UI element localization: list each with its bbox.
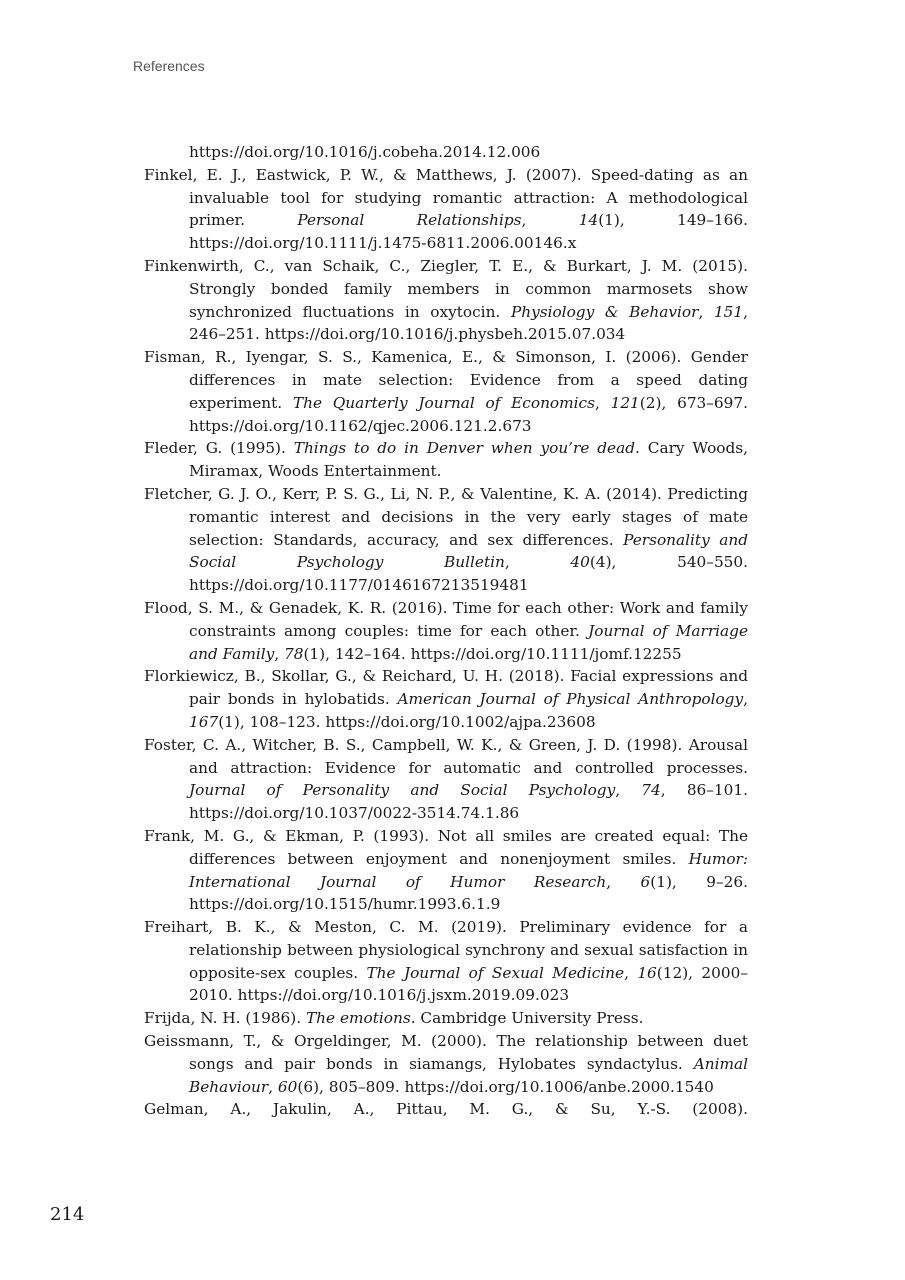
running-head: References [133, 58, 205, 74]
ref-sep: , [504, 553, 571, 572]
ref-volume: 78 [284, 644, 304, 663]
ref-tail: (12), 2000–2010. https://doi.org/10.1016/j.jsxm.2019.09.023 [189, 963, 748, 1005]
reference-entry [144, 665, 748, 733]
reference-entry [144, 1030, 748, 1098]
ref-sep: , [594, 393, 611, 412]
reference-entry [144, 483, 748, 597]
ref-text: Frijda, N. H. (1986). [144, 1009, 306, 1028]
ref-tail: (1), 9–26. https://doi.org/10.1515/humr.1993.6.1.9 [189, 872, 748, 914]
ref-journal: Things to do in Denver when you’re dead. [293, 439, 640, 458]
ref-volume: 74 [641, 781, 661, 800]
reference-list [144, 141, 748, 1121]
ref-sep: , [698, 302, 714, 321]
ref-sep: , [274, 644, 284, 663]
ref-journal: The Quarterly Journal of Economics [292, 393, 595, 412]
reference-entry [144, 825, 748, 916]
ref-journal: The Journal of Sexual Medicine [366, 963, 625, 982]
ref-tail: (4), 540–550. https://doi.org/10.1177/0146167213519481 [189, 553, 748, 595]
reference-entry [144, 916, 748, 1007]
ref-text: Gelman, A., Jakulin, A., Pittau, M. G., & Su, Y.-S. (2008). [144, 1100, 748, 1119]
ref-volume: 151 [713, 302, 744, 321]
ref-journal: Journal of Personality and Social Psychology [189, 781, 616, 800]
reference-continuation: https://doi.org/10.1016/j.cobeha.2014.12.006 [189, 143, 541, 161]
reference-entry [144, 346, 748, 437]
ref-text: Fisman, R., Iyengar, S. S., Kamenica, E., & Simonson, I. (2006). Gender differences in mate selection: Evidence from a speed dating experiment. [144, 348, 748, 412]
ref-journal: Physiology & Behavior [510, 302, 699, 321]
ref-text: Finkenwirth, C., van Schaik, C., Ziegler, T. E., & Burkart, J. M. (2015). Strongly bonded family members in common marmosets show synchronized fluctuations in oxytocin. [144, 256, 748, 321]
ref-volume: 16 [637, 963, 657, 982]
ref-journal: Humor: International Journal of Humor Research [189, 849, 748, 891]
ref-journal: Personality and Social Psychology Bulletin [189, 530, 748, 572]
reference-entry [144, 437, 748, 483]
ref-text: Freihart, B. K., & Meston, C. M. (2019). Preliminary evidence for a relationship between physiological synchrony and sexual satisfaction in opposite-sex couples. [144, 918, 748, 982]
ref-text: Flood, S. M., & Genadek, K. R. (2016). Time for each other: Work and family constraints among couples: time for each other. [144, 598, 748, 640]
reference-entry [144, 255, 748, 346]
ref-journal: Personal Relationships [297, 211, 522, 230]
ref-tail: Cary Woods, Miramax, Woods Entertainment. [189, 439, 748, 481]
ref-volume: 167 [189, 712, 219, 731]
ref-tail: (1), 108–123. https://doi.org/10.1002/ajpa.23608 [218, 712, 596, 731]
ref-sep: , [606, 872, 641, 891]
ref-tail: (1), 149–166. https://doi.org/10.1111/j.1475-6811.2006.00146.x [189, 211, 748, 253]
ref-sep: , [268, 1077, 278, 1096]
ref-text: Fleder, G. (1995). [144, 439, 294, 458]
ref-text: Fletcher, G. J. O., Kerr, P. S. G., Li, N. P., & Valentine, K. A. (2014). Predicting romantic interest and decisions in the very early stages of mate selection: Standards, accuracy, and sex differences. [144, 484, 748, 549]
ref-volume: 6 [640, 872, 651, 891]
ref-volume: 121 [610, 393, 640, 412]
ref-text: Geissmann, T., & Orgeldinger, M. (2000). The relationship between duet songs and pair bonds in siamangs, Hylobates syndactylus. [144, 1032, 748, 1073]
ref-tail: (6), 805–809. https://doi.org/10.1006/anbe.2000.1540 [297, 1077, 714, 1096]
ref-sep: , [624, 963, 638, 982]
ref-sep: , [743, 690, 748, 709]
ref-tail: , 246–251. https://doi.org/10.1016/j.physbeh.2015.07.034 [189, 302, 749, 344]
ref-sep: , [521, 211, 579, 230]
ref-text: Frank, M. G., & Ekman, P. (1993). Not all smiles are created equal: The differences between enjoyment and nonenjoyment smiles. [144, 826, 748, 868]
reference-entry [144, 734, 748, 825]
ref-volume: 60 [277, 1077, 298, 1096]
page-number: 214 [50, 1204, 85, 1225]
reference-entry [144, 1007, 748, 1030]
reference-entry [144, 597, 748, 665]
ref-tail: (1), 142–164. https://doi.org/10.1111/jomf.12255 [303, 644, 682, 663]
ref-journal: Animal Behaviour [189, 1054, 748, 1096]
ref-tail: , 86–101. https://doi.org/10.1037/0022-3514.74.1.86 [189, 781, 748, 823]
ref-volume: 14 [578, 211, 599, 230]
reference-entry [144, 1098, 748, 1121]
ref-volume: 40 [570, 553, 590, 572]
ref-sep: , [615, 781, 642, 800]
ref-tail: . Cambridge University Press. [410, 1009, 644, 1028]
ref-text: Foster, C. A., Witcher, B. S., Campbell, W. K., & Green, J. D. (1998). Arousal and attraction: Evidence for automatic and controlled processes. [144, 735, 748, 777]
ref-tail: (2), 673–697. https://doi.org/10.1162/qjec.2006.121.2.673 [189, 393, 748, 435]
ref-journal: The emotions [305, 1009, 411, 1028]
ref-journal: American Journal of Physical Anthropology [397, 690, 744, 709]
ref-text: Finkel, E. J., Eastwick, P. W., & Matthews, J. (2007). Speed-dating as an invaluable tool for studying romantic attraction: A methodological primer. [144, 165, 748, 230]
ref-text: Florkiewicz, B., Skollar, G., & Reichard, U. H. (2018). Facial expressions and pair bonds in hylobatids. [144, 667, 748, 709]
ref-journal: Journal of Marriage and Family [189, 621, 748, 663]
reference-entry [144, 164, 748, 255]
